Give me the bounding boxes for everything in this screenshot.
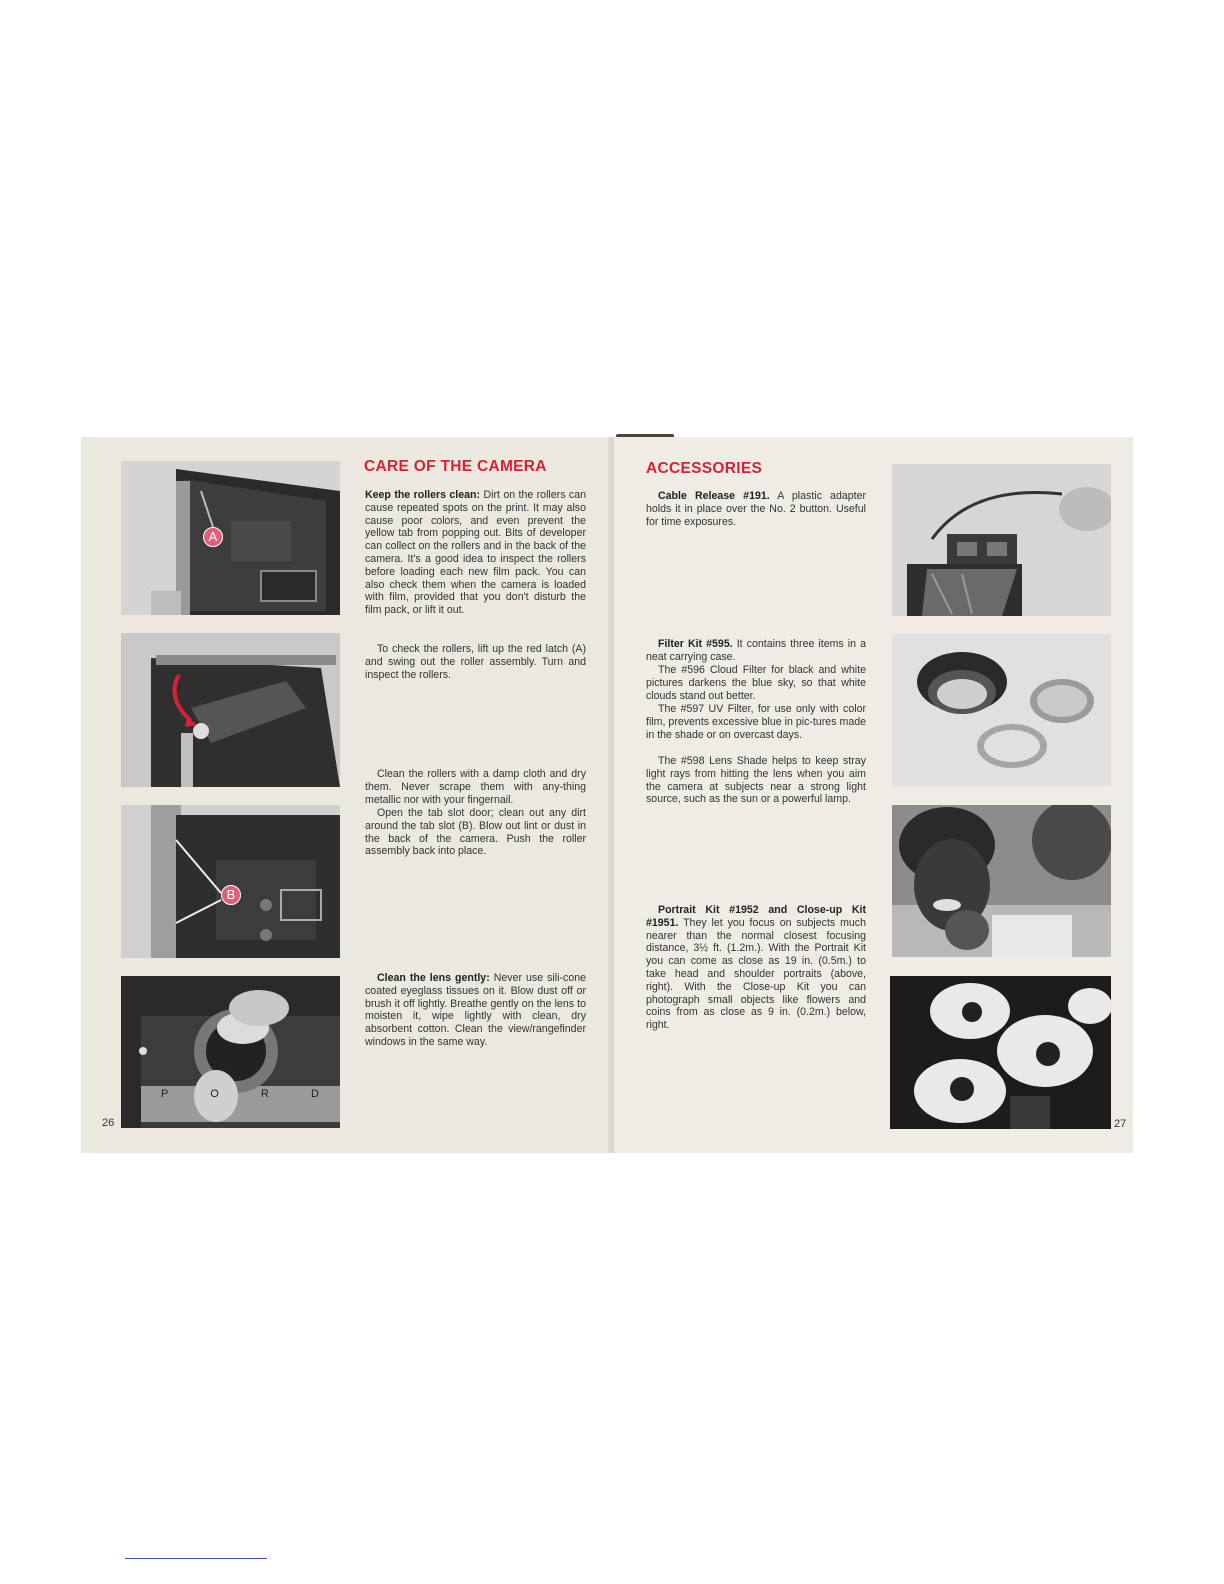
photo-portrait [892, 805, 1111, 957]
label-a-text: A [208, 529, 218, 544]
lens-shade-paragraph: The #598 Lens Shade helps to keep stray light rays from hitting the lens when you aim the camera at subjects near a strong light source, such as the sun or a powerful lamp. [646, 755, 866, 806]
photo-roller-assembly [121, 633, 340, 787]
right-page [614, 437, 1133, 1153]
rollers-clean-body: Dirt on the rollers can cause repeated spots on the print. It may also cause poor colors, and even prevent the yellow tab from popping out. Bits of developer can collect on the rollers and in the back of the camera. It's a good idea to inspect the rollers before loading each new film pack. You can also check them when the camera is loaded with film, provided that you don't disturb the film pack, or lift it out. [365, 489, 586, 617]
cable-release-paragraph [646, 490, 866, 528]
filter-kit-body: It contains three items in a neat carrying case. [646, 638, 866, 663]
photo-lens-cleaning [121, 976, 340, 1128]
tab-slot-paragraph: Open the tab slot door; clean out any dirt around the tab slot (B). Blow out lint or dust in the back of the camera. Push the roller assembly back into place. [365, 807, 586, 858]
page-number-right: 27 [1114, 1118, 1127, 1130]
clean-lens-paragraph [365, 972, 586, 1049]
camera-brand-lettering: P O R D [161, 1088, 331, 1100]
label-b-marker [221, 885, 241, 905]
cloud-filter-paragraph: The #596 Cloud Filter for black and white pictures darkens the blue sky, so that white clouds stand out better. [646, 664, 866, 702]
portrait-kit-paragraph [646, 904, 866, 1032]
cable-release-body: A plastic adapter holds it in place over the No. 2 button. Useful for time exposures. [646, 490, 866, 528]
filter-kit-paragraph [646, 638, 866, 664]
booklet-spread [81, 437, 1133, 1153]
cable-release-lead: Cable Release #191. [658, 490, 770, 502]
filter-kit-lead: Filter Kit #595. [658, 638, 733, 650]
clean-rollers-paragraph: Clean the rollers with a damp cloth and dry them. Never scrape them with any-thing metallic nor with your fingernail. [365, 768, 586, 806]
photo-flowers [890, 976, 1111, 1129]
page-title-accessories: ACCESSORIES [646, 460, 763, 477]
portrait-kit-body: They let you focus on subjects much nearer than the normal closest focusing distance, 3½ ft. (1.2m.). With the Portrait Kit you can come as close as 19 in. (0.5m.) to take head and shoulder portraits (above, right). With the Close-up Kit you can photograph small objects like flowers and coins from as close as 9 in. (0.2m.) below, right. [646, 916, 866, 1032]
label-a-marker [203, 527, 223, 547]
page-title-care: CARE OF THE CAMERA [364, 458, 547, 475]
rollers-clean-lead: Keep the rollers clean: [365, 489, 481, 501]
clean-lens-lead: Clean the lens gently: [377, 972, 490, 984]
check-rollers-paragraph: To check the rollers, lift up the red latch (A) and swing out the roller assembly. Turn and inspect the rollers. [365, 643, 586, 681]
left-page [81, 437, 614, 1153]
label-b-text: B [226, 887, 236, 902]
uv-filter-paragraph: The #597 UV Filter, for use only with color film, prevents excessive blue in pic-tures made in the shade or on overcast days. [646, 703, 866, 741]
rollers-clean-paragraph [365, 489, 586, 617]
photo-roller-latch [121, 461, 340, 615]
photo-tab-slot [121, 805, 340, 958]
photo-filter-kit [892, 634, 1111, 786]
page-number-left: 26 [102, 1117, 115, 1129]
footer-rule [125, 1558, 267, 1559]
portrait-kit-lead: Portrait Kit #1952 and Close-up Kit #1951. [646, 904, 866, 929]
photo-cable-release [892, 464, 1111, 616]
clean-lens-body: Never use sili-cone coated eyeglass tissues on it. Blow dust off or brush it off lightly. Breathe gently on the lens to moisten it, wipe lightly with clean, dry absorbent cotton. Clean the view/rangefinder windows in the same way. [365, 972, 586, 1048]
